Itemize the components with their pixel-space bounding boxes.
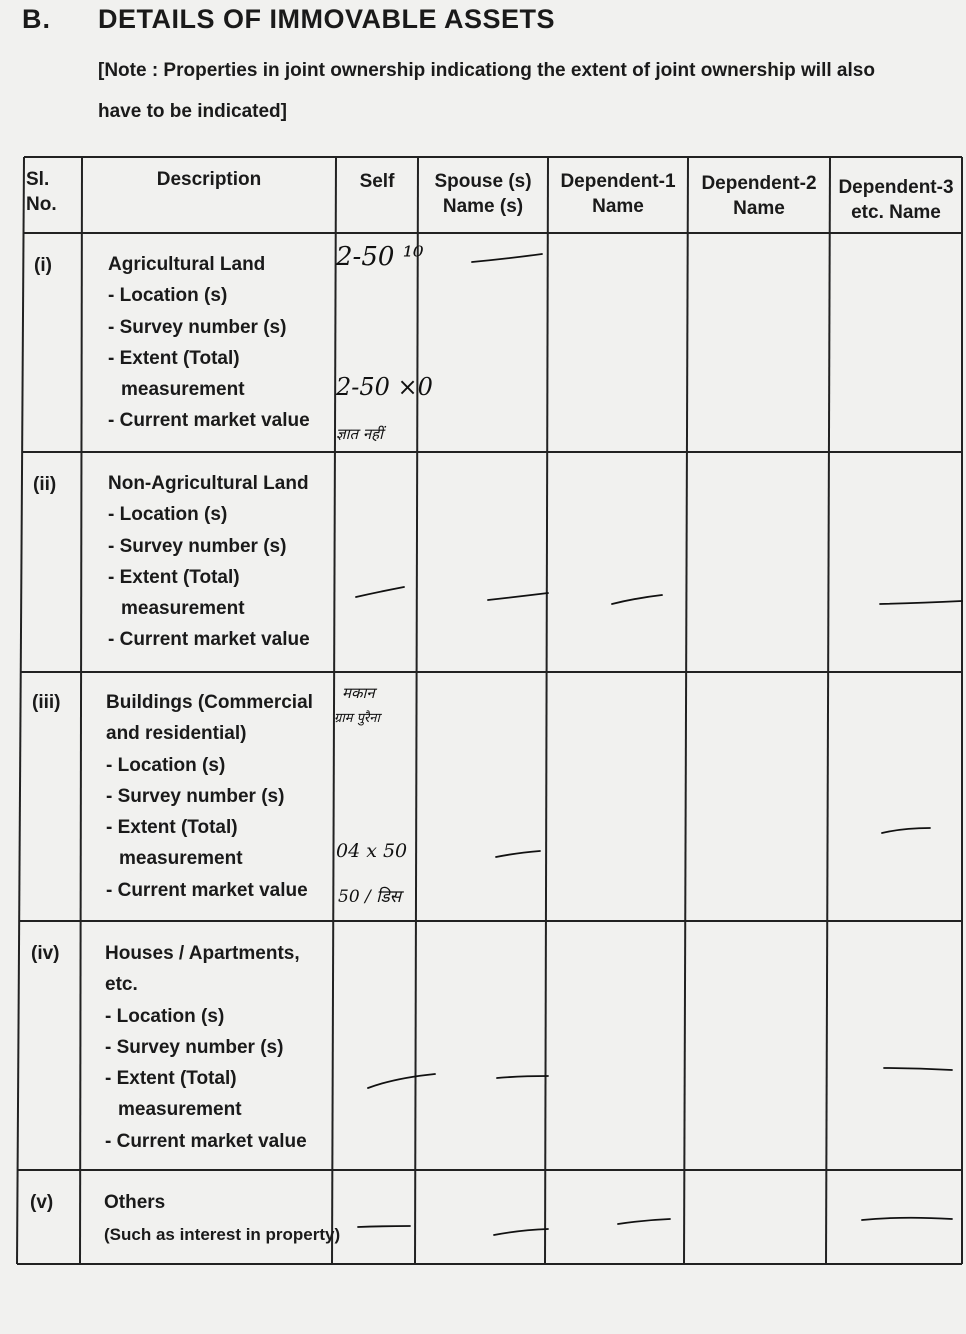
header-self: Self [359,171,395,192]
desc-line: Agricultural Land [108,254,266,275]
header-dep2-line2: Name [733,198,785,219]
header-sl-line2: No. [26,194,57,215]
header-sl-line1: Sl. [26,169,50,190]
handwritten-value-row1: ज्ञात नहीं [336,425,383,443]
desc-line: - Extent (Total) [106,817,238,839]
desc-line: measurement [118,1099,242,1121]
header-dep1-line1: Dependent-1 [560,171,676,192]
handwritten-measurement-row1: 2-50 ×0 [336,373,433,401]
desc-line: measurement [121,598,245,620]
desc-line: - Survey number (s) [106,785,285,807]
desc-line: - Extent (Total) [108,566,240,588]
desc-line: measurement [119,848,243,870]
header-dep1-line2: Name [592,196,644,217]
header-spouse-line1: Spouse (s) [434,171,532,192]
note-line-2: have to be indicated] [98,101,287,122]
desc-line: - Current market value [108,410,310,432]
desc-line: - Location (s) [106,754,226,776]
desc-line: Others [104,1192,166,1213]
desc-line: Non-Agricultural Land [108,473,309,494]
desc-line: - Location (s) [105,1005,225,1027]
header-spouse-line2: Name (s) [442,196,524,217]
desc-line: (Such as interest in property) [104,1225,341,1245]
desc-line: - Survey number (s) [105,1036,284,1058]
handwritten-measurement-row3: 04 x 50 [336,840,408,862]
row-4-sl: (iv) [31,943,60,964]
header-dep2-line1: Dependent-2 [701,173,817,194]
desc-line: - Survey number (s) [108,316,287,338]
handwritten-value-row3: 50 / डिस [338,887,402,907]
note-line-1: [Note : Properties in joint ownership indicationg the extent of joint ownership will also [98,60,875,81]
row-3-sl: (iii) [32,692,61,713]
section-title: DETAILS OF IMMOVABLE ASSETS [98,4,556,34]
desc-line: - Current market value [108,629,310,651]
handwritten-extent-row1: 2-50 ¹⁰ [336,242,424,272]
desc-line: measurement [121,379,245,401]
desc-line: Houses / Apartments, [105,943,300,964]
handwritten-building-row3: मकान [342,684,375,702]
desc-line: - Current market value [106,879,308,901]
row-5-sl: (v) [30,1192,54,1213]
header-dep3-line2: etc. Name [851,202,941,223]
desc-line: - Location (s) [108,504,228,526]
handwritten-village-row3: ग्राम पुरैना [334,711,380,726]
row-1-sl: (i) [34,255,52,276]
row-2-sl: (ii) [33,474,57,495]
desc-line: etc. [105,974,138,996]
desc-line: Buildings (Commercial [106,692,313,713]
desc-line: and residential) [106,723,247,745]
desc-line: - Current market value [105,1130,307,1152]
header-description: Description [156,169,262,190]
section-letter: B. [22,4,51,34]
desc-line: - Survey number (s) [108,535,287,557]
header-dep3-line1: Dependent-3 [838,177,954,198]
desc-line: - Extent (Total) [108,347,240,369]
desc-line: - Extent (Total) [105,1068,237,1090]
desc-line: - Location (s) [108,285,228,307]
